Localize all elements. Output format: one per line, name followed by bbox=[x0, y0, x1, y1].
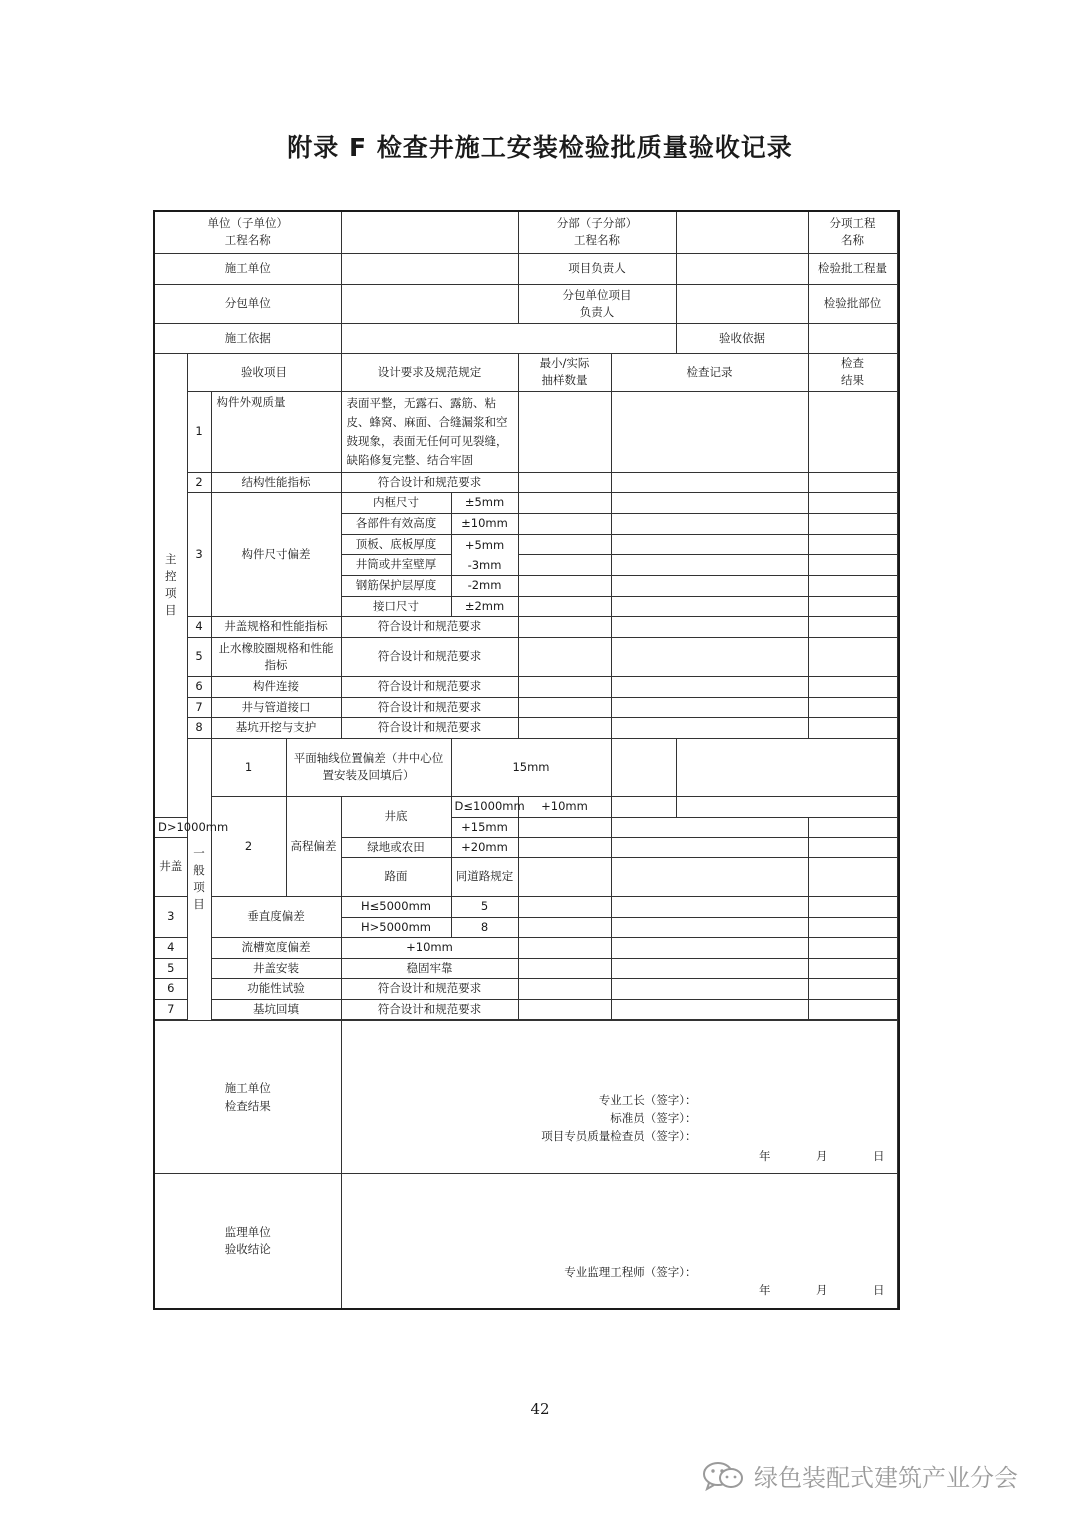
record-cell[interactable] bbox=[611, 492, 808, 513]
subcontractor-label: 分包单位 bbox=[154, 284, 341, 323]
item-number: 4 bbox=[154, 937, 187, 958]
subcontractor-manager-value[interactable] bbox=[676, 284, 808, 323]
record-cell[interactable] bbox=[611, 676, 808, 697]
sub-item-name: 顶板、底板厚度 bbox=[341, 534, 451, 555]
month-label: 月 bbox=[816, 1283, 828, 1297]
sample-cell[interactable] bbox=[518, 958, 611, 978]
sample-cell[interactable] bbox=[518, 676, 611, 697]
sub-item-value: +20mm bbox=[451, 837, 518, 857]
sample-cell[interactable] bbox=[611, 796, 676, 817]
item-requirement: 稳固牢靠 bbox=[341, 958, 518, 978]
main-control-label: 主 控 项 目 bbox=[154, 353, 187, 817]
supervision-label: 监理单位 验收结论 bbox=[154, 1173, 341, 1309]
item-number: 6 bbox=[187, 676, 211, 697]
item-number: 3 bbox=[187, 492, 211, 616]
sub-item-name: 接口尺寸 bbox=[341, 596, 451, 616]
sample-cell[interactable] bbox=[518, 896, 611, 917]
page-title: 附录 F 检查井施工安装检验批质量验收记录 bbox=[287, 133, 793, 162]
result-cell[interactable] bbox=[808, 917, 897, 937]
supervision-engineer-signature-label: 专业监理工程师（签字）： bbox=[564, 1265, 697, 1279]
project-manager-label: 项目负责人 bbox=[518, 253, 676, 284]
sub-item-name: 绿地或农田 bbox=[341, 837, 451, 857]
item-requirement: 表面平整，无露石、露筋、粘皮、蜂窝、麻面、合缝漏浆和空鼓现象，表面无任何可见裂缝，缺陷修复完整、结合牢固 bbox=[341, 391, 518, 472]
col-record-header: 检查记录 bbox=[611, 353, 808, 391]
sub-item-label: 分项工程 名称 bbox=[808, 211, 897, 253]
item-name: 构件尺寸偏差 bbox=[211, 492, 341, 616]
sample-cell[interactable] bbox=[518, 596, 611, 616]
record-cell[interactable] bbox=[611, 817, 808, 837]
sample-cell[interactable] bbox=[518, 999, 611, 1019]
sample-cell[interactable] bbox=[518, 555, 611, 576]
item-number: 2 bbox=[187, 472, 211, 492]
item-requirement: 符合设计和规范要求 bbox=[341, 472, 518, 492]
item-name: 止水橡胶圈规格和性能指标 bbox=[211, 637, 341, 676]
record-cell[interactable] bbox=[611, 575, 808, 596]
item-name: 井与管道接口 bbox=[211, 697, 341, 717]
item-name: 构件连接 bbox=[211, 676, 341, 697]
construction-signature-area[interactable] bbox=[341, 1020, 897, 1173]
sub-item-name: H≤5000mm bbox=[341, 896, 451, 917]
result-cell[interactable] bbox=[808, 596, 897, 616]
record-cell[interactable] bbox=[611, 837, 808, 857]
sample-cell[interactable] bbox=[518, 472, 611, 492]
watermark-text: 绿色装配式建筑产业分会 bbox=[754, 1464, 1018, 1492]
item-name: 垂直度偏差 bbox=[211, 896, 341, 937]
construction-basis-value[interactable] bbox=[341, 323, 676, 353]
sub-division-value[interactable] bbox=[676, 211, 808, 253]
sub-item-name: 各部件有效高度 bbox=[341, 513, 451, 534]
unit-label: 单位（子单位） 工程名称 bbox=[154, 211, 341, 253]
construction-basis-label: 施工依据 bbox=[154, 323, 341, 353]
construction-date bbox=[714, 1148, 885, 1165]
standard-officer-signature-label: 标准员（签字）： bbox=[610, 1110, 697, 1125]
sub-item-value: 同道路规定 bbox=[451, 857, 518, 896]
record-cell[interactable] bbox=[611, 596, 808, 616]
result-cell[interactable] bbox=[808, 896, 897, 917]
result-cell[interactable] bbox=[808, 472, 897, 492]
sample-cell[interactable] bbox=[518, 817, 611, 837]
item-name: 流槽宽度偏差 bbox=[211, 937, 341, 958]
construction-unit-label: 施工单位 bbox=[154, 253, 341, 284]
item-requirement: 符合设计和规范要求 bbox=[341, 999, 518, 1019]
record-cell[interactable] bbox=[611, 534, 808, 555]
item-requirement: 符合设计和规范要求 bbox=[341, 697, 518, 717]
result-cell[interactable] bbox=[808, 978, 897, 999]
item-name: 构件外观质量 bbox=[211, 391, 341, 472]
item-number: 7 bbox=[187, 697, 211, 717]
record-cell[interactable] bbox=[611, 616, 808, 637]
sub-item-value: ±5mm bbox=[451, 492, 518, 513]
sub-item-name: 钢筋保护层厚度 bbox=[341, 575, 451, 596]
item-number: 1 bbox=[211, 738, 286, 796]
sub-item-value: +10mm bbox=[518, 796, 611, 817]
item-number: 4 bbox=[187, 616, 211, 637]
record-cell[interactable] bbox=[611, 555, 808, 576]
record-cell[interactable] bbox=[611, 391, 808, 472]
sub-item-value: 8 bbox=[451, 917, 518, 937]
record-cell[interactable] bbox=[611, 917, 808, 937]
result-cell[interactable] bbox=[897, 738, 899, 796]
col-requirement-header: 设计要求及规范规定 bbox=[341, 353, 518, 391]
sub-item-value: ±2mm bbox=[451, 596, 518, 616]
result-cell[interactable] bbox=[808, 958, 897, 978]
supervision-signature-area[interactable] bbox=[341, 1173, 897, 1309]
col-result-header: 检查 结果 bbox=[808, 353, 897, 391]
general-label: 一 般 项 目 bbox=[187, 738, 211, 1020]
result-cell[interactable] bbox=[808, 513, 897, 534]
item-requirement: 符合设计和规范要求 bbox=[341, 717, 518, 738]
sample-cell[interactable] bbox=[518, 917, 611, 937]
item-requirement: 符合设计和规范要求 bbox=[341, 637, 518, 676]
item-number: 5 bbox=[154, 958, 187, 978]
sub-item-name: D>1000mm bbox=[154, 817, 187, 837]
sample-cell[interactable] bbox=[518, 837, 611, 857]
sample-cell[interactable] bbox=[518, 534, 611, 555]
year-label: 年 bbox=[759, 1283, 771, 1297]
project-manager-value[interactable] bbox=[676, 253, 808, 284]
record-cell[interactable] bbox=[676, 738, 897, 796]
record-cell[interactable] bbox=[611, 637, 808, 676]
item-number: 6 bbox=[154, 978, 187, 999]
record-cell[interactable] bbox=[611, 513, 808, 534]
group-name: 井盖 bbox=[154, 837, 187, 896]
record-cell[interactable] bbox=[611, 896, 808, 917]
result-cell[interactable] bbox=[808, 676, 897, 697]
sample-cell[interactable] bbox=[518, 391, 611, 472]
sample-cell[interactable] bbox=[518, 697, 611, 717]
item-requirement: 符合设计和规范要求 bbox=[341, 978, 518, 999]
foreman-signature-label: 专业工长（签字）： bbox=[598, 1092, 697, 1107]
item-name: 高程偏差 bbox=[286, 796, 341, 896]
record-cell[interactable] bbox=[611, 937, 808, 958]
unit-value[interactable] bbox=[341, 211, 518, 253]
item-number: 2 bbox=[211, 796, 286, 896]
year-label: 年 bbox=[759, 1148, 771, 1163]
item-name: 平面轴线位置偏差（井中心位置安装及回填后） bbox=[286, 738, 451, 796]
result-cell[interactable] bbox=[808, 937, 897, 958]
sub-item-name: 路面 bbox=[341, 857, 451, 896]
item-name: 井盖安装 bbox=[211, 958, 341, 978]
quality-inspector-signature-label: 项目专员质量检查员（签字）： bbox=[541, 1128, 697, 1143]
sample-cell[interactable] bbox=[518, 857, 611, 896]
item-number: 3 bbox=[154, 896, 187, 937]
item-name: 功能性试验 bbox=[211, 978, 341, 999]
sample-cell[interactable] bbox=[518, 717, 611, 738]
sample-cell[interactable] bbox=[518, 616, 611, 637]
result-cell[interactable] bbox=[808, 616, 897, 637]
sub-item-value: ±10mm bbox=[451, 513, 518, 534]
result-cell[interactable] bbox=[808, 492, 897, 513]
page-number: 42 bbox=[530, 1400, 550, 1418]
sub-item-name: 内框尺寸 bbox=[341, 492, 451, 513]
wechat-icon bbox=[702, 1461, 746, 1491]
result-cell[interactable] bbox=[808, 391, 897, 472]
subcontractor-value[interactable] bbox=[341, 284, 518, 323]
inspection-form-table bbox=[153, 210, 900, 1310]
sub-item-name: H>5000mm bbox=[341, 917, 451, 937]
acceptance-basis-label: 验收依据 bbox=[676, 323, 808, 353]
month-label: 月 bbox=[816, 1148, 828, 1163]
item-requirement: 符合设计和规范要求 bbox=[341, 676, 518, 697]
item-number: 8 bbox=[187, 717, 211, 738]
result-cell[interactable] bbox=[897, 796, 899, 817]
item-requirement: 符合设计和规范要求 bbox=[341, 616, 518, 637]
col-item-header: 验收项目 bbox=[187, 353, 341, 391]
record-cell[interactable] bbox=[611, 717, 808, 738]
item-name: 井盖规格和性能指标 bbox=[211, 616, 341, 637]
result-cell[interactable] bbox=[808, 999, 897, 1019]
record-cell[interactable] bbox=[611, 999, 808, 1019]
record-cell[interactable] bbox=[611, 697, 808, 717]
day-label: 日 bbox=[873, 1283, 885, 1297]
sub-division-label: 分部（子分部） 工程名称 bbox=[518, 211, 676, 253]
record-cell[interactable] bbox=[611, 857, 808, 896]
result-cell[interactable] bbox=[808, 555, 897, 576]
batch-quantity-label: 检验批工程量 bbox=[808, 253, 897, 284]
day-label: 日 bbox=[873, 1148, 885, 1163]
item-number: 7 bbox=[154, 999, 187, 1019]
sub-item-value: +15mm bbox=[451, 817, 518, 837]
sample-cell[interactable] bbox=[518, 978, 611, 999]
col-sample-header: 最小/实际 抽样数量 bbox=[518, 353, 611, 391]
item-number: 1 bbox=[187, 391, 211, 472]
sample-cell[interactable] bbox=[518, 637, 611, 676]
group-name: 井底 bbox=[341, 796, 451, 837]
watermark bbox=[702, 1458, 1018, 1493]
sample-cell[interactable] bbox=[518, 575, 611, 596]
item-name: 基坑回填 bbox=[211, 999, 341, 1019]
record-cell[interactable] bbox=[611, 958, 808, 978]
result-cell[interactable] bbox=[808, 534, 897, 555]
record-cell[interactable] bbox=[676, 796, 897, 817]
acceptance-basis-value[interactable] bbox=[808, 323, 897, 353]
record-cell[interactable] bbox=[611, 978, 808, 999]
record-cell[interactable] bbox=[611, 472, 808, 492]
result-cell[interactable] bbox=[808, 637, 897, 676]
sample-cell[interactable] bbox=[518, 513, 611, 534]
sample-cell[interactable] bbox=[611, 738, 676, 796]
item-name: 结构性能指标 bbox=[211, 472, 341, 492]
sub-item-value: -2mm bbox=[451, 575, 518, 596]
result-cell[interactable] bbox=[808, 857, 897, 896]
result-cell[interactable] bbox=[808, 697, 897, 717]
result-cell[interactable] bbox=[808, 575, 897, 596]
result-cell[interactable] bbox=[808, 817, 897, 837]
item-requirement: +10mm bbox=[341, 937, 518, 958]
construction-check-label: 施工单位 检查结果 bbox=[154, 1020, 341, 1173]
result-cell[interactable] bbox=[808, 717, 897, 738]
item-name: 基坑开挖与支护 bbox=[211, 717, 341, 738]
sub-item-value: 5 bbox=[451, 896, 518, 917]
sample-cell[interactable] bbox=[518, 492, 611, 513]
subcontractor-manager-label: 分包单位项目 负责人 bbox=[518, 284, 676, 323]
sub-item-name: D≤1000mm bbox=[451, 796, 518, 817]
sample-cell[interactable] bbox=[518, 937, 611, 958]
construction-unit-value[interactable] bbox=[341, 253, 518, 284]
item-number: 5 bbox=[187, 637, 211, 676]
sub-item-value: +5mm -3mm bbox=[451, 534, 518, 575]
sub-item-name: 井筒或井室壁厚 bbox=[341, 555, 451, 576]
item-requirement: 15mm bbox=[451, 738, 611, 796]
result-cell[interactable] bbox=[808, 837, 897, 857]
batch-location-label: 检验批部位 bbox=[808, 284, 897, 323]
supervision-date bbox=[714, 1282, 885, 1299]
